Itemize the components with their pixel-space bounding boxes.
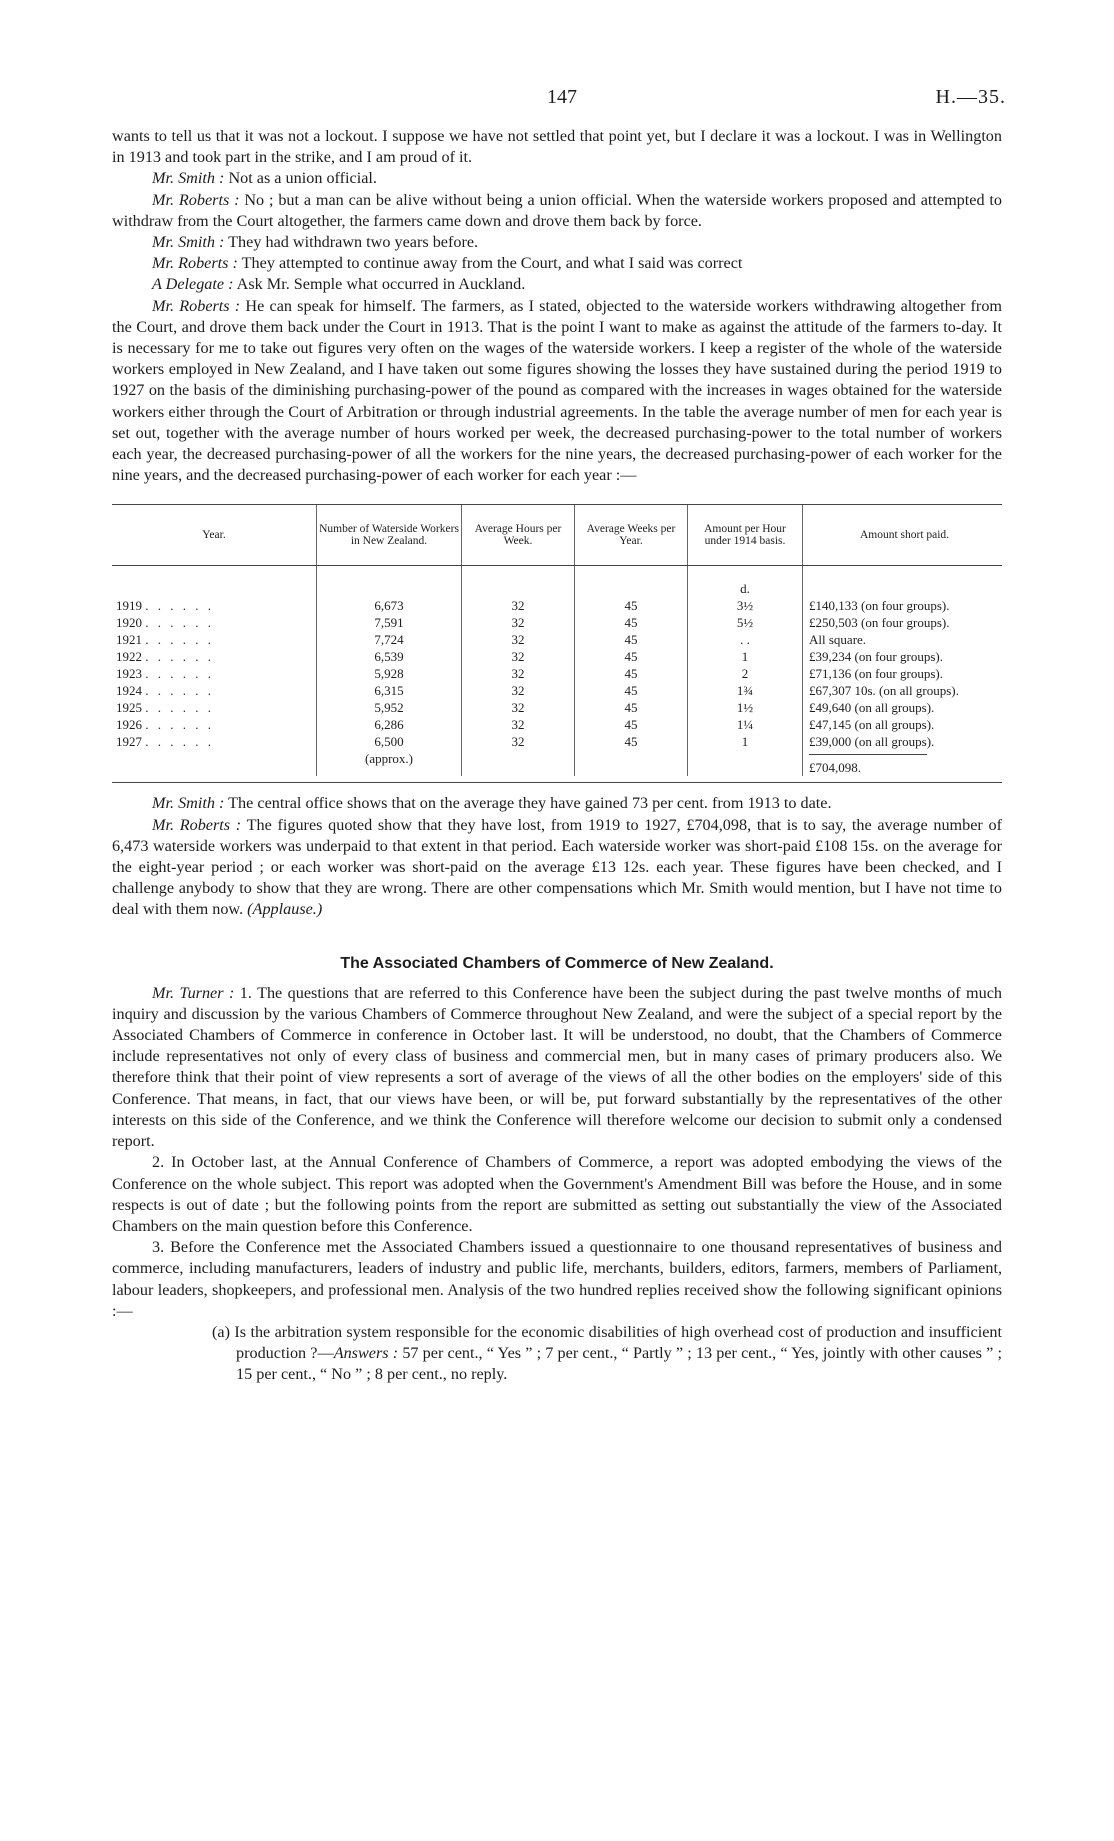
speaker-name: A Delegate : (152, 275, 234, 294)
item-answers: 57 per cent., “ Yes ” ; 7 per cent., “ Partly ” ; 13 per cent., “ Yes, jointly with other causes ” ; 15 per cent., “ No ” ; 8 per cent., no reply. (236, 1344, 1002, 1384)
hours-cell: 32 (462, 733, 575, 750)
weeks-cell: 45 (575, 699, 688, 716)
leader-dots: . . . . . . (145, 717, 214, 733)
turner-paragraph-3: 3. Before the Conference met the Associated Chambers issued a questionnaire to one thousand representatives of business and commerce, including manufacturers, leaders of industry and public life, merchants, builders, editors, farmers, members of Parliament, labour leaders, shopkeepers, and professional men. Analysis of the two hundred replies received show the following significant opinions :— (112, 1238, 1002, 1320)
table-row (112, 665, 1002, 682)
column-header-weeks: Average Weeks per Year. (575, 505, 688, 566)
year-cell: 1923 (116, 666, 142, 682)
workers-cell: 6,500 (317, 733, 462, 750)
workers-cell: 6,315 (317, 682, 462, 699)
leader-dots: . . . . . . (145, 649, 214, 665)
amount-cell: 1¾ (688, 682, 803, 699)
column-header-year: Year. (112, 505, 317, 566)
hours-cell: 32 (462, 665, 575, 682)
column-header-hours: Average Hours per Week. (462, 505, 575, 566)
speaker-name: Mr. Roberts : (152, 815, 242, 834)
amount-cell: 2 (688, 665, 803, 682)
year-cell: 1925 (116, 700, 142, 716)
speaker-name: Mr. Roberts : (152, 190, 240, 209)
column-header-short-paid: Amount short paid. (803, 505, 1003, 566)
table-row (112, 648, 1002, 665)
weeks-cell: 45 (575, 648, 688, 665)
short-paid-cell: £47,145 (on all groups). (803, 716, 1003, 733)
weeks-cell: 45 (575, 716, 688, 733)
hours-cell: 32 (462, 716, 575, 733)
dialogue-line (112, 296, 1002, 487)
table-row (112, 614, 1002, 631)
dialogue-line (112, 168, 1002, 189)
dialogue-line (112, 274, 1002, 295)
workers-cell: 7,724 (317, 631, 462, 648)
amount-cell: 1 (688, 733, 803, 750)
hours-cell: 32 (462, 631, 575, 648)
page-number: 147 (547, 86, 577, 108)
weeks-cell: 45 (575, 682, 688, 699)
opening-paragraph: wants to tell us that it was not a lockout. I suppose we have not settled that point yet, but I declare it was a lockout. I was in Wellington in 1913 and took part in the strike, and I am proud of it. (112, 127, 1002, 167)
table-row (112, 733, 1002, 750)
hours-cell: 32 (462, 682, 575, 699)
applause-note: (Applause.) (247, 900, 323, 919)
paragraph-text: 1. The questions that are referred to this Conference have been the subject during the past twelve months of much inquiry and discussion by the various Chambers of Commerce throughout New Zealand, and were the subject of a special report by the Associated Chambers of Commerce in conference in October last. It will be understood, no doubt, that the Chambers of Commerce include representatives not only of every class of business and commercial men, but in many cases of primary producers also. We therefore think that their point of view represents a sort of average of the views of all the other bodies on the employers' side of this Conference. That means, in fact, that our views have been, or will be, put forward substantially by the representatives of the other interests on this side of the Conference, and we think the Conference will therefore welcome our decision to submit only a condensed report. (112, 983, 1002, 1151)
short-paid-cell: All square. (803, 631, 1003, 648)
leader-dots: . . . . . . (145, 632, 214, 648)
dialogue-line (112, 190, 1002, 232)
workers-cell: 5,952 (317, 699, 462, 716)
table-row (112, 682, 1002, 699)
short-paid-cell: £39,000 (on all groups). (803, 733, 1003, 750)
document-reference: H.—35. (935, 86, 1006, 108)
item-question: Is the arbitration system responsible for the economic disabilities of high overhead cost of production and insufficient production ?— (234, 1322, 1003, 1363)
year-cell: 1922 (116, 649, 142, 665)
year-cell: 1927 (116, 734, 142, 750)
questionnaire-item-a (112, 1322, 1002, 1386)
column-header-amount: Amount per Hour under 1914 basis. (688, 505, 803, 566)
amount-cell: 1¼ (688, 716, 803, 733)
speaker-name: Mr. Roberts : (152, 254, 238, 273)
leader-dots: . . . . . . (145, 615, 214, 631)
short-paid-cell: £250,503 (on four groups). (803, 614, 1003, 631)
workers-cell: 6,673 (317, 597, 462, 614)
short-paid-cell: £140,133 (on four groups). (803, 597, 1003, 614)
unit-label: d. (688, 566, 803, 598)
year-cell: 1921 (116, 632, 142, 648)
amount-cell: 3½ (688, 597, 803, 614)
amount-cell: 5½ (688, 614, 803, 631)
table-header-row (112, 505, 1002, 566)
table-row (112, 716, 1002, 733)
year-cell: 1924 (116, 683, 142, 699)
dialogue-text: The central office shows that on the average they have gained 73 per cent. from 1913 to date. (228, 794, 832, 813)
dialogue-text: He can speak for himself. The farmers, as I stated, objected to the waterside workers withdrawing altogether from the Court, and drove them back under the Court in 1913. That is the point I want to make as against the attitude of the farmers to-day. It is necessary for me to take out figures very often on the wages of the waterside workers. I keep a register of the whole of the waterside workers employed in New Zealand, and I have taken out some figures showing the losses they have sustained during the period 1919 to 1927 on the basis of the diminishing purchasing-power of the pound as compared with the increases in wages obtained for the waterside workers either through the Court of Arbitration or through industrial agreements. In the table the average number of men for each year is set out, together with the average number of hours worked per week, the decreased purchasing-power to the total number of workers each year, the decreased purchasing-power of all the workers for the nine years, the decreased purchasing-power of each worker for the nine years, and the decreased purchasing-power of each worker for each year :— (112, 296, 1003, 485)
speaker-name: Mr. Roberts : (152, 296, 241, 315)
amount-cell: 1½ (688, 699, 803, 716)
speaker-name: Mr. Turner : (152, 983, 235, 1002)
approx-note: (approx.) (317, 750, 462, 776)
section-title: The Associated Chambers of Commerce of New Zealand. (340, 954, 774, 972)
dialogue-line (112, 232, 1002, 253)
turner-paragraph-2: 2. In October last, at the Annual Conference of Chambers of Commerce, a report was adopted embodying the views of the Conference on the whole subject. This report was adopted when the Government's Amendment Bill was before the House, and in some respects is out of date ; but the following points from the report are submitted as setting out substantially the view of the Associated Chambers on the main question before this Conference. (112, 1153, 1002, 1235)
dialogue-line (112, 793, 1002, 814)
table-row (112, 597, 1002, 614)
document-page (112, 86, 1006, 1386)
short-paid-cell: £49,640 (on all groups). (803, 699, 1003, 716)
dialogue-text: The figures quoted show that they have lost, from 1919 to 1927, £704,098, that is to say, the average number of 6,473 waterside workers was underpaid to that extent in that period. Each waterside worker was short-paid £108 15s. on the average for the eight-year period ; or each worker was short-paid on the average £13 12s. each year. These figures have been checked, and I challenge anybody to show that they are wrong. There are other compensations which Mr. Smith would mention, but I have not time to deal with them now. (112, 815, 1002, 919)
speaker-name: Mr. Smith : (152, 169, 225, 188)
answers-label: Answers : (333, 1344, 399, 1363)
speaker-name: Mr. Smith : (152, 794, 225, 813)
leader-dots: . . . . . . (145, 700, 214, 716)
short-paid-cell: £71,136 (on four groups). (803, 665, 1003, 682)
item-label: (a) (212, 1322, 230, 1341)
total-short-paid: £704,098. (809, 754, 927, 776)
year-cell: 1926 (116, 717, 142, 733)
table-row (112, 699, 1002, 716)
hours-cell: 32 (462, 597, 575, 614)
year-cell: 1920 (116, 615, 142, 631)
short-paid-cell: £39,234 (on four groups). (803, 648, 1003, 665)
leader-dots: . . . . . . (145, 734, 214, 750)
weeks-cell: 45 (575, 614, 688, 631)
weeks-cell: 45 (575, 665, 688, 682)
short-paid-cell: £67,307 10s. (on all groups). (803, 682, 1003, 699)
workers-cell: 6,286 (317, 716, 462, 733)
workers-cell: 5,928 (317, 665, 462, 682)
hours-cell: 32 (462, 699, 575, 716)
dialogue-line (112, 815, 1002, 921)
hours-cell: 32 (462, 648, 575, 665)
workers-cell: 7,591 (317, 614, 462, 631)
amount-cell: 1 (688, 648, 803, 665)
dialogue-text: Ask Mr. Semple what occurred in Auckland. (236, 275, 526, 294)
leader-dots: . . . . . . (145, 666, 214, 682)
weeks-cell: 45 (575, 597, 688, 614)
dialogue-text: They had withdrawn two years before. (228, 233, 479, 252)
amount-cell: . . (688, 631, 803, 648)
leader-dots: . . . . . . (145, 683, 214, 699)
weeks-cell: 45 (575, 631, 688, 648)
leader-dots: . . . . . . (145, 598, 214, 614)
dialogue-text: Not as a union official. (228, 169, 377, 188)
table-total-row (112, 750, 1002, 776)
workers-cell: 6,539 (317, 648, 462, 665)
year-cell: 1919 (116, 598, 142, 614)
weeks-cell: 45 (575, 733, 688, 750)
hours-cell: 32 (462, 614, 575, 631)
wage-loss-table (112, 504, 1002, 783)
page-header (112, 86, 1006, 126)
dialogue-text: No ; but a man can be alive without being a union official. When the waterside workers proposed and attempted to withdraw from the Court altogether, the farmers came down and drove them back by force. (112, 190, 1002, 230)
dialogue-line (112, 253, 1002, 274)
table-row (112, 631, 1002, 648)
column-header-workers: Number of Waterside Workers in New Zealand. (317, 505, 462, 566)
turner-paragraph-1 (112, 983, 1002, 1153)
dialogue-text: They attempted to continue away from the Court, and what I said was correct (241, 254, 743, 273)
table-unit-row (112, 566, 1002, 598)
speaker-name: Mr. Smith : (152, 233, 225, 252)
